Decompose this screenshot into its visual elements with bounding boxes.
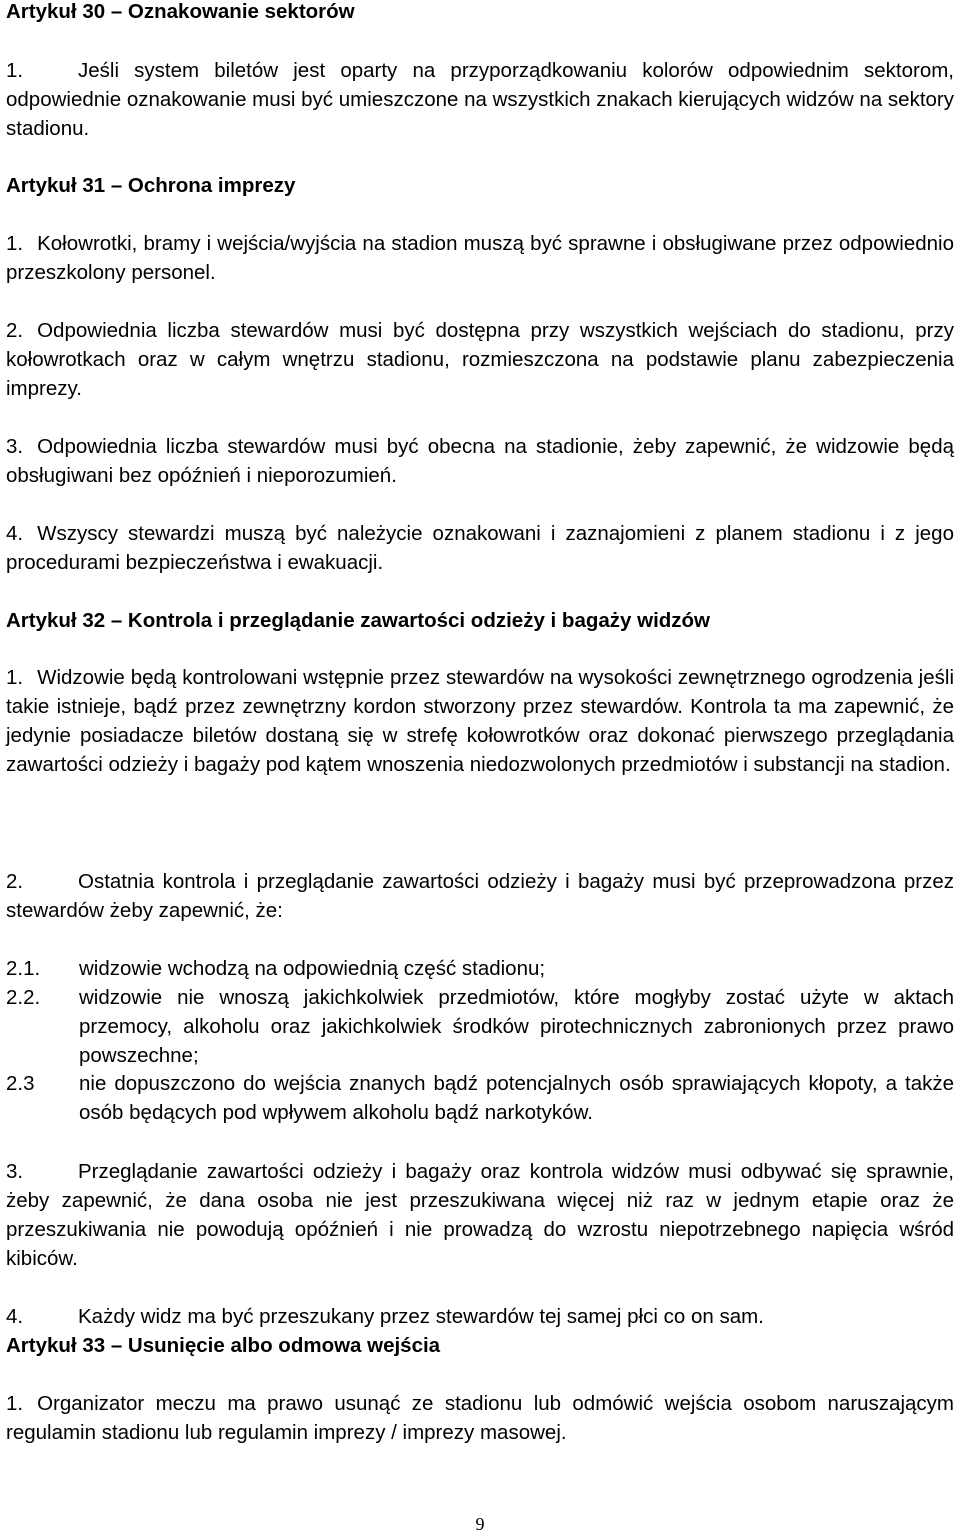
paragraph-text: Kołowrotki, bramy i wejścia/wyjścia na stadion muszą być sprawne i obsługiwane przez odpowiednio przeszkolony personel. bbox=[6, 232, 954, 284]
paragraph-text: Odpowiednia liczba stewardów musi być obecna na stadionie, żeby zapewnić, że widzowie będą obsługiwani bez opóźnień i nieporozumień. bbox=[6, 435, 954, 487]
paragraph-text: Widzowie będą kontrolowani wstępnie przez stewardów na wysokości zewnętrznego ogrodzenia jeśli takie istnieje, bądź przez zewnętrzny kordon stworzony przez stewardów. Kontrola ta ma zapewnić, że jedynie posiadacze biletów dostaną się w strefę kołowrotków oraz dokonać pierwszego przeglądania zawartości odzieży i bagaży pod kątem wnoszenia niedozwolonych przedmiotów i substancji na stadion. bbox=[6, 666, 954, 776]
article-32-heading: Artykuł 32 – Kontrola i przeglądanie zawartości odzieży i bagaży widzów bbox=[6, 609, 711, 632]
article-32-paragraph-3 bbox=[6, 1157, 954, 1273]
article-33-heading: Artykuł 33 – Usunięcie albo odmowa wejścia bbox=[6, 1334, 441, 1357]
paragraph-number: 3. bbox=[6, 1160, 24, 1183]
article-31-paragraph-4 bbox=[6, 519, 954, 577]
paragraph-number: 3. bbox=[6, 435, 24, 458]
paragraph-number: 1. bbox=[6, 1392, 24, 1415]
paragraph-text: Przeglądanie zawartości odzieży i bagaży oraz kontrola widzów musi odbywać się sprawnie, żeby zapewnić, że dana osoba nie jest przeszukiwana więcej niż raz w jednym etapie oraz że przeszukiwania nie powodują opóźnień i nie prowadzą do wzrostu niepotrzebnego napięcia wśród kibiców. bbox=[6, 1160, 954, 1270]
subitem-number: 2.3 bbox=[6, 1072, 35, 1095]
article-32-subitem-2-1 bbox=[6, 954, 954, 983]
article-32-subitem-2-3 bbox=[6, 1069, 954, 1127]
paragraph-number: 1. bbox=[6, 232, 24, 255]
paragraph-number: 2. bbox=[6, 319, 24, 342]
article-32-subitem-2-2 bbox=[6, 983, 954, 1070]
article-30-paragraph-1 bbox=[6, 56, 954, 143]
subitem-text: widzowie wchodzą na odpowiednią część stadionu; bbox=[79, 957, 546, 980]
paragraph-number: 4. bbox=[6, 522, 24, 545]
article-31-heading: Artykuł 31 – Ochrona imprezy bbox=[6, 174, 296, 197]
paragraph-text: Wszyscy stewardzi muszą być należycie oznakowani i zaznajomieni z planem stadionu i z jego procedurami bezpieczeństwa i ewakuacji. bbox=[6, 522, 954, 574]
paragraph-number: 1. bbox=[6, 666, 24, 689]
article-32-paragraph-2 bbox=[6, 867, 954, 925]
paragraph-number: 4. bbox=[6, 1305, 24, 1328]
subitem-text: nie dopuszczono do wejścia znanych bądź potencjalnych osób sprawiających kłopoty, a także osób będących pod wpływem alkoholu bądź narkotyków. bbox=[79, 1072, 954, 1124]
article-31-paragraph-3 bbox=[6, 432, 954, 490]
paragraph-text: Każdy widz ma być przeszukany przez stewardów tej samej płci co on sam. bbox=[78, 1305, 764, 1328]
subitem-number: 2.2. bbox=[6, 986, 41, 1009]
article-32-paragraph-4 bbox=[6, 1302, 954, 1331]
subitem-text: widzowie nie wnoszą jakichkolwiek przedmiotów, które mogłyby zostać użyte w aktach przemocy, alkoholu oraz jakichkolwiek środków pirotechnicznych zabronionych przez prawo powszechne; bbox=[79, 986, 954, 1067]
subitem-number: 2.1. bbox=[6, 957, 41, 980]
article-30-heading: Artykuł 30 – Oznakowanie sektorów bbox=[6, 0, 355, 23]
paragraph-text: Ostatnia kontrola i przeglądanie zawartości odzieży i bagaży musi być przeprowadzona przez stewardów żeby zapewnić, że: bbox=[6, 870, 954, 922]
article-32-paragraph-1 bbox=[6, 663, 954, 779]
paragraph-text: Odpowiednia liczba stewardów musi być dostępna przy wszystkich wejściach do stadionu, przy kołowrotkach oraz w całym wnętrzu stadionu, rozmieszczona na podstawie planu zabezpieczenia imprezy. bbox=[6, 319, 954, 400]
paragraph-text: Organizator meczu ma prawo usunąć ze stadionu lub odmówić wejścia osobom naruszającym regulamin stadionu lub regulamin imprezy / imprezy masowej. bbox=[6, 1392, 954, 1444]
article-33-paragraph-1 bbox=[6, 1389, 954, 1447]
paragraph-number: 2. bbox=[6, 870, 24, 893]
article-31-paragraph-2 bbox=[6, 316, 954, 403]
paragraph-number: 1. bbox=[6, 59, 24, 82]
page-number: 9 bbox=[475, 1514, 485, 1534]
paragraph-text: Jeśli system biletów jest oparty na przyporządkowaniu kolorów odpowiednim sektorom, odpowiednie oznakowanie musi być umieszczone na wszystkich znakach kierujących widzów na sektory stadionu. bbox=[6, 59, 955, 140]
article-31-paragraph-1 bbox=[6, 229, 954, 287]
